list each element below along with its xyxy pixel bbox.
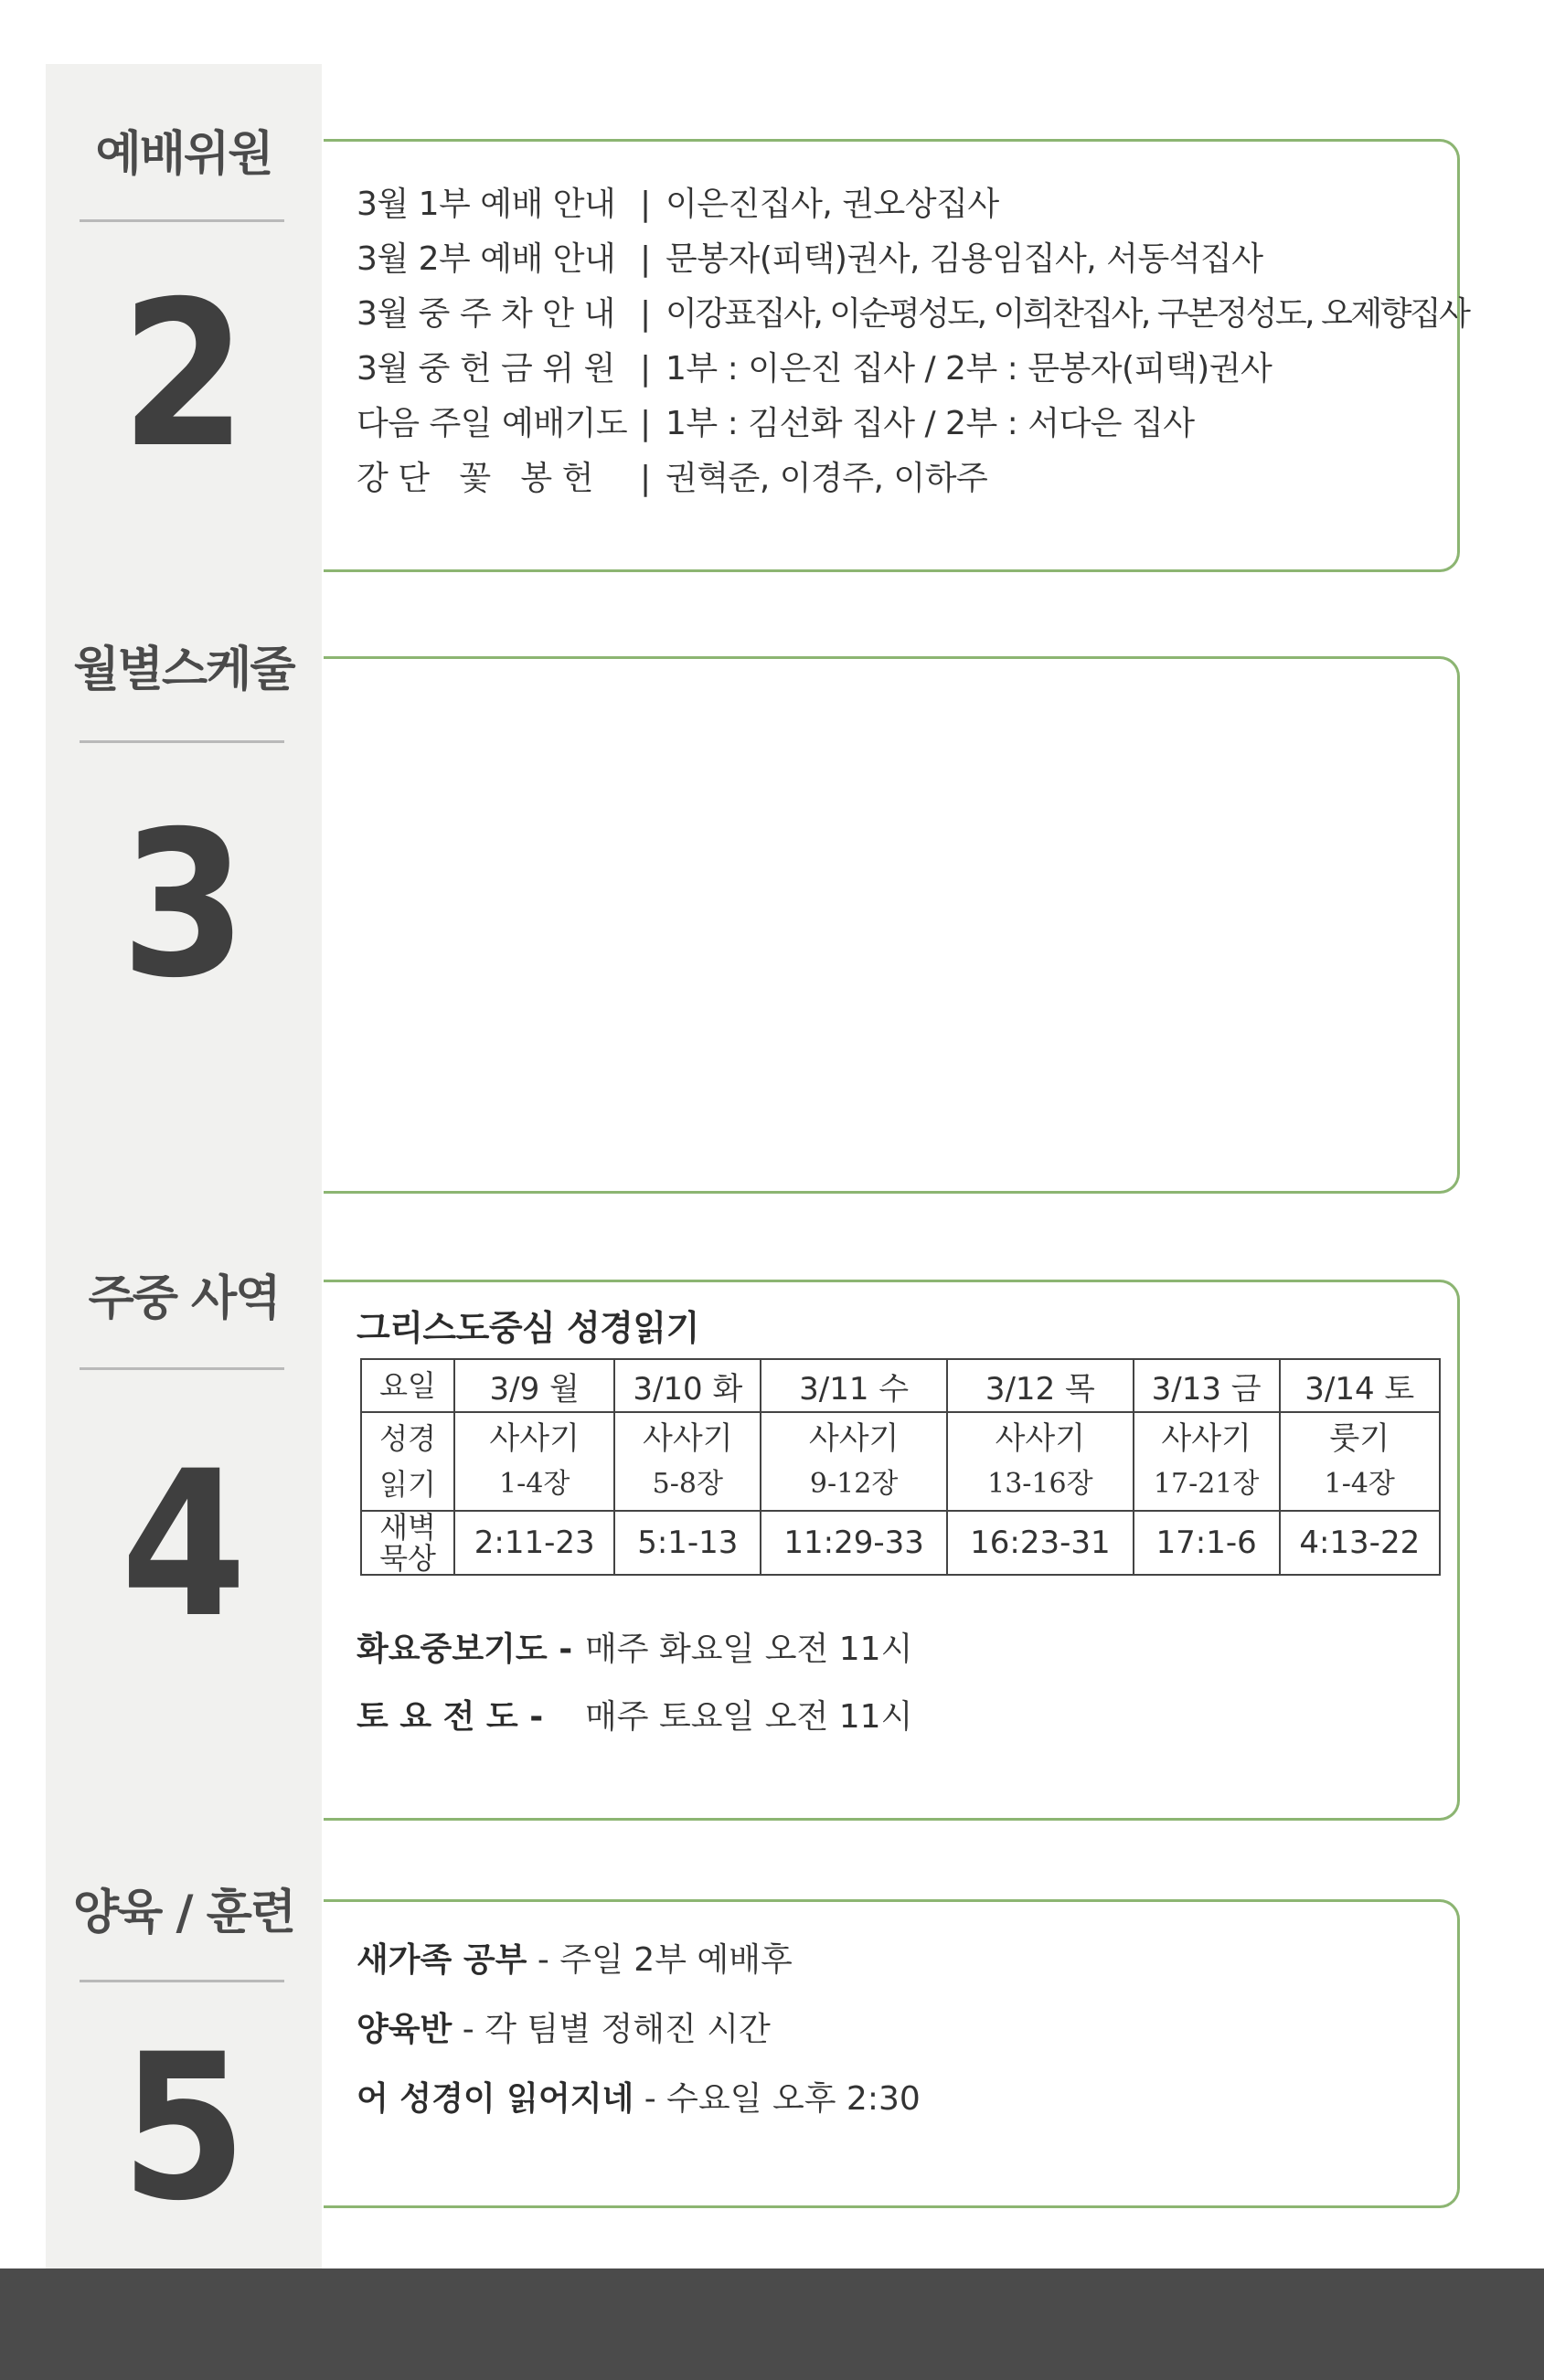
worship-row-separator: |: [640, 295, 651, 333]
worship-row-value: 1부 : 이은진 집사 / 2부 : 문봉자(피택)권사: [666, 350, 1272, 388]
label-line: 성경: [379, 1421, 436, 1456]
table-cell: [614, 1412, 761, 1511]
training-item-name: 양육반: [357, 2011, 453, 2048]
chapter-range: 1-4장: [499, 1468, 570, 1500]
worship-row-separator: |: [640, 350, 651, 388]
table-cell: 17:1-6: [1134, 1511, 1280, 1575]
book-name: 사사기: [489, 1420, 580, 1457]
ministry-item-detail: 매주 화요일 오전 11시: [585, 1631, 913, 1668]
training-item: [357, 1934, 793, 1981]
section-divider: [80, 740, 284, 743]
training-item-detail: - 각 팀별 정해진 시간: [462, 2011, 771, 2048]
worship-row-label: 강 단 꽃 봉 헌: [357, 460, 593, 497]
worship-row-value: 1부 : 김선화 집사 / 2부 : 서다은 집사: [666, 405, 1195, 442]
chapter-range: 5-8장: [652, 1468, 723, 1500]
chapter-range: 17-21장: [1153, 1468, 1260, 1500]
table-cell: 4:13-22: [1280, 1511, 1440, 1575]
ministry-item-name: 화요중보기도 -: [357, 1631, 573, 1668]
worship-row-separator: |: [640, 460, 651, 497]
book-name: 사사기: [995, 1420, 1086, 1457]
worship-row-label: 3월 1부 예배 안내: [357, 186, 616, 223]
worship-row: [357, 233, 1263, 280]
section-divider: [80, 1980, 284, 1982]
table-cell: [947, 1412, 1134, 1511]
table-cell: [454, 1412, 614, 1511]
section-title-worship: 예배위원: [95, 127, 272, 182]
table-cell: [761, 1412, 947, 1511]
training-item: [357, 2073, 921, 2120]
section-number: 4: [121, 1428, 247, 1662]
table-header-cell: 3/14 토: [1280, 1359, 1440, 1412]
chapter-range: 13-16장: [987, 1468, 1093, 1500]
table-cell: 5:1-13: [614, 1511, 761, 1575]
table-row-label: [361, 1511, 454, 1575]
ministry-item: [357, 1623, 912, 1670]
reading-plan-title: 그리스도중심 성경읽기: [357, 1308, 699, 1348]
table-header-cell: 3/13 금: [1134, 1359, 1280, 1412]
table-cell: [1280, 1412, 1440, 1511]
ministry-item: [357, 1691, 912, 1737]
section-title-weekday-ministry: 주중 사역: [88, 1271, 280, 1326]
monthly-schedule-box: [324, 656, 1460, 1194]
training-item-detail: - 수요일 오후 2:30: [644, 2080, 921, 2118]
table-header-row: [361, 1359, 1440, 1412]
section-title-monthly-schedule: 월별스케줄: [73, 643, 294, 697]
table-header-cell: 3/12 목: [947, 1359, 1134, 1412]
ministry-item-name: 토 요 전 도 -: [357, 1698, 544, 1736]
section-divider: [80, 219, 284, 222]
book-name: 사사기: [643, 1420, 733, 1457]
table-cell: 16:23-31: [947, 1511, 1134, 1575]
worship-row-separator: |: [640, 405, 651, 442]
section-number: 2: [121, 258, 247, 492]
training-item-name: 어 성경이 읽어지네: [357, 2080, 634, 2118]
worship-row-value: 문봉자(피택)권사, 김용임집사, 서동석집사: [666, 240, 1263, 278]
table-row-bible-reading: [361, 1412, 1440, 1511]
worship-row-label: 다음 주일 예배기도: [357, 405, 628, 442]
worship-row: [357, 288, 1468, 335]
training-item: [357, 2003, 771, 2050]
worship-row-label: 3월 중 주 차 안 내: [357, 295, 615, 333]
table-cell: [1134, 1412, 1280, 1511]
worship-row-value: 이강표집사, 이순평성도, 이희찬집사, 구본정성도, 오제향집사: [666, 295, 1469, 333]
label-line: 새벽: [379, 1510, 436, 1545]
table-header-cell: 요일: [361, 1359, 454, 1412]
training-item-detail: - 주일 2부 예배후: [537, 1941, 793, 1979]
table-cell: 11:29-33: [761, 1511, 947, 1575]
worship-row-value: 이은진집사, 권오상집사: [666, 186, 999, 223]
worship-row-label: 3월 중 헌 금 위 원: [357, 350, 615, 388]
worship-row: [357, 178, 999, 225]
worship-row-separator: |: [640, 186, 651, 223]
chapter-range: 1-4장: [1324, 1468, 1395, 1500]
section-number: 5: [121, 2011, 247, 2245]
chapter-range: 9-12장: [809, 1468, 899, 1500]
footer-bar: [0, 2268, 1544, 2380]
section-divider: [80, 1367, 284, 1370]
table-row-dawn-meditation: [361, 1511, 1440, 1575]
label-line: 묵상: [379, 1541, 436, 1576]
worship-row-label: 3월 2부 예배 안내: [357, 240, 616, 278]
training-item-name: 새가족 공부: [357, 1941, 527, 1979]
ministry-item-detail: 매주 토요일 오전 11시: [585, 1698, 913, 1736]
table-header-cell: 3/10 화: [614, 1359, 761, 1412]
table-header-cell: 3/9 월: [454, 1359, 614, 1412]
label-line: 읽기: [379, 1467, 436, 1502]
worship-row: [357, 343, 1272, 389]
table-header-cell: 3/11 수: [761, 1359, 947, 1412]
book-name: 사사기: [808, 1420, 900, 1457]
worship-row: [357, 452, 987, 499]
table-cell: 2:11-23: [454, 1511, 614, 1575]
worship-row-value: 권혁준, 이경주, 이하주: [666, 460, 988, 497]
section-title-training: 양육 / 훈련: [72, 1886, 295, 1940]
table-row-label: [361, 1412, 454, 1511]
worship-row-separator: |: [640, 240, 651, 278]
book-name: 룻기: [1329, 1420, 1390, 1457]
reading-plan-table: [360, 1358, 1441, 1576]
section-number: 3: [121, 788, 247, 1022]
worship-row: [357, 398, 1195, 444]
book-name: 사사기: [1161, 1420, 1251, 1457]
